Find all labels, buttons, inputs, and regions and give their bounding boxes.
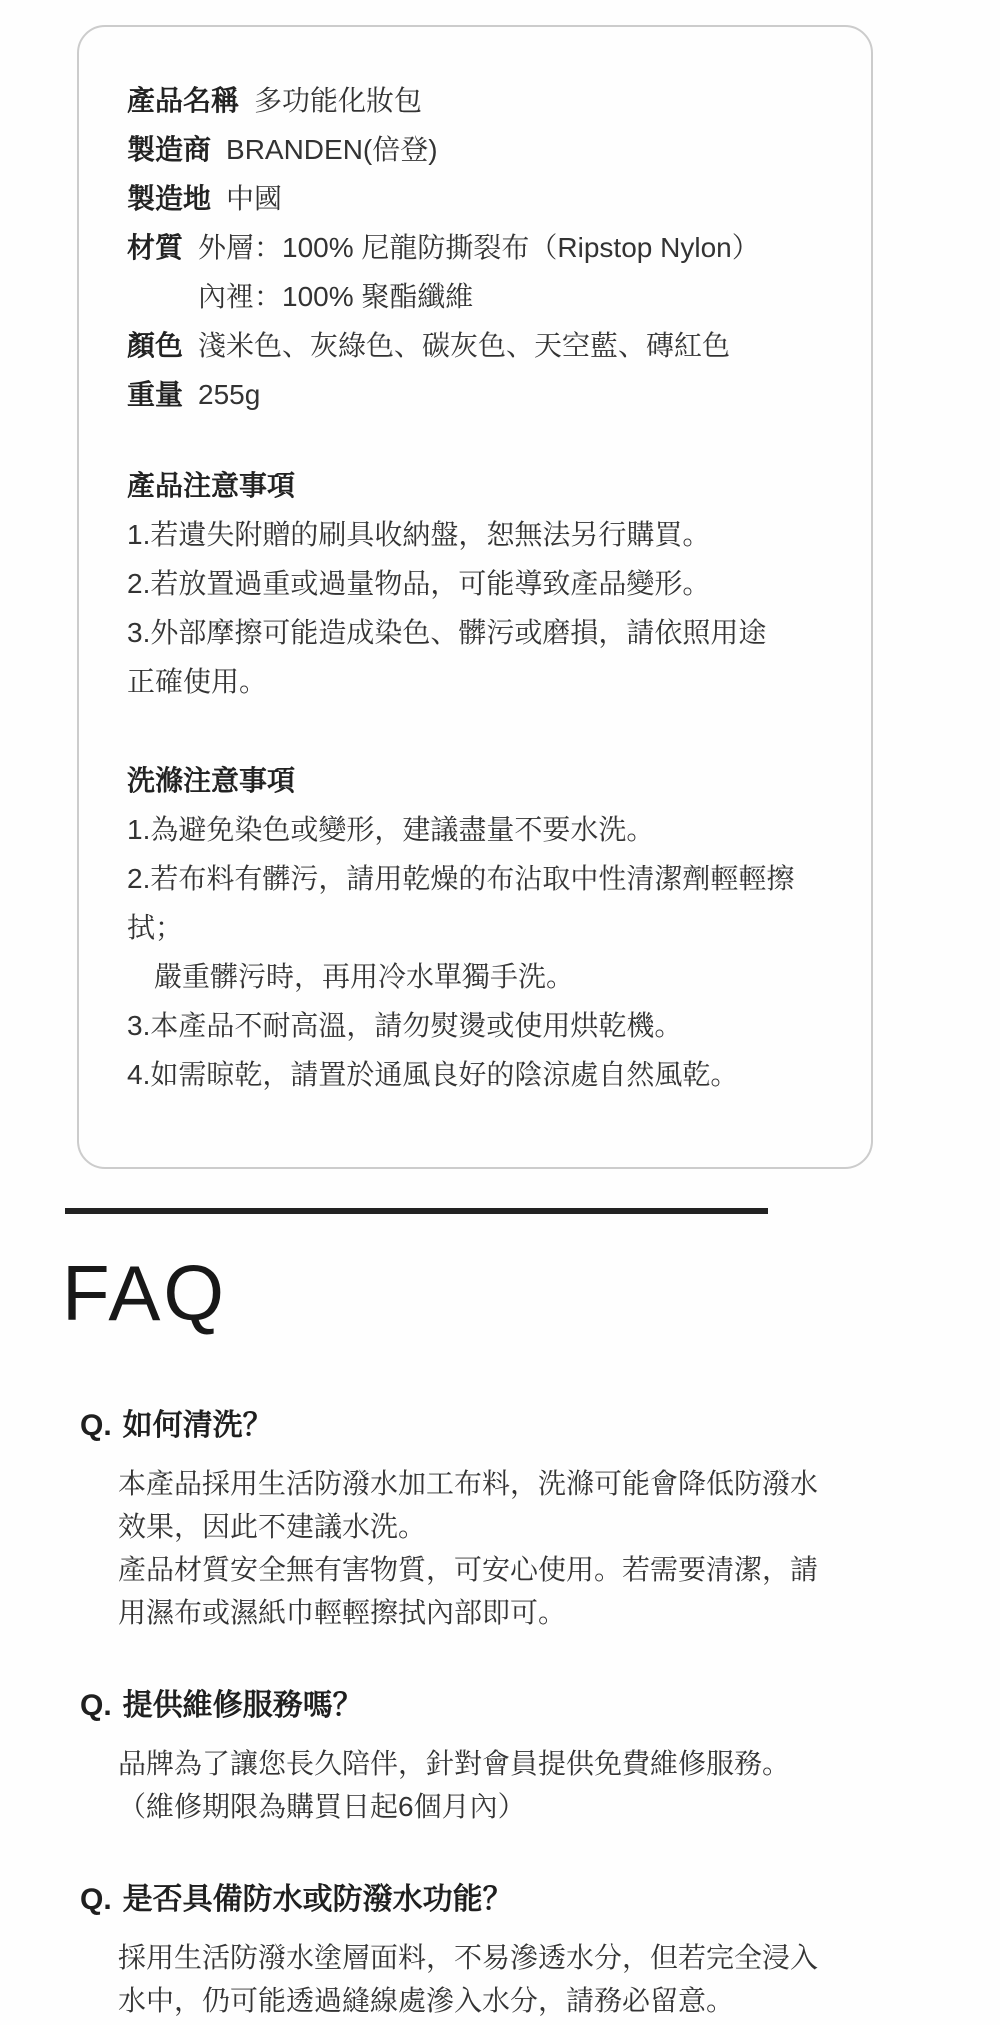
faq-question <box>80 1406 1000 1446</box>
spec-row-material <box>127 223 835 321</box>
faq-answer <box>118 1936 1000 2022</box>
faq-item-repair <box>80 1686 1000 1828</box>
washing-notes-heading: 洗滌注意事項 <box>127 765 296 796</box>
faq-answer <box>118 1462 1000 1634</box>
spec-label: 製造商 <box>127 134 212 165</box>
faq-question <box>80 1686 1000 1726</box>
product-spec-card <box>77 25 873 1169</box>
faq-title: FAQ <box>62 1249 228 1337</box>
material-outer-line: 外層：100% 尼龍防撕裂布（Ripstop Nylon） <box>198 232 760 263</box>
spec-label: 顏色 <box>127 330 184 361</box>
answer-line: 品牌為了讓您長久陪伴，針對會員提供免費維修服務。 <box>118 1748 791 1779</box>
answer-line: 採用生活防潑水塗層面料，不易滲透水分，但若完全浸入 <box>118 1942 819 1973</box>
faq-question <box>80 1880 1000 1920</box>
spec-label: 材質 <box>127 232 184 263</box>
answer-line: 用濕布或濕紙巾輕輕擦拭內部即可。 <box>118 1597 567 1628</box>
answer-line: 本產品採用生活防潑水加工布料，洗滌可能會降低防潑水 <box>118 1468 819 1499</box>
washing-note-4: 4.如需晾乾，請置於通風良好的陰涼處自然風乾。 <box>127 1059 739 1090</box>
answer-line: （維修期限為購買日起6個月內） <box>118 1791 526 1822</box>
answer-line: 效果，因此不建議水洗。 <box>118 1511 427 1542</box>
answer-line: 產品材質安全無有害物質，可安心使用。若需要清潔，請 <box>118 1554 819 1585</box>
question-prefix: Q. <box>80 1883 112 1916</box>
washing-note-2-continued: 嚴重髒污時，再用冷水單獨手洗。 <box>154 961 575 992</box>
answer-line: 水中，仍可能透過縫線處滲入水分，請務必留意。 <box>118 1985 735 2016</box>
product-notes-section <box>127 461 835 706</box>
spec-row-weight <box>127 370 835 419</box>
section-divider <box>65 1208 768 1214</box>
product-note-1: 1.若遺失附贈的刷具收納盤，恕無法另行購買。 <box>127 519 711 550</box>
spec-value: BRANDEN(倍登) <box>226 134 438 165</box>
spec-value: 淺米色、灰綠色、碳灰色、天空藍、磚紅色 <box>198 330 731 361</box>
question-text: 是否具備防水或防潑水功能？ <box>122 1883 513 1916</box>
spec-label: 製造地 <box>127 183 212 214</box>
spec-label: 產品名稱 <box>127 85 240 116</box>
washing-note-2: 2.若布料有髒污，請用乾燥的布沾取中性清潔劑輕輕擦拭； <box>127 863 795 943</box>
spec-value: 多功能化妝包 <box>254 85 423 116</box>
spec-value <box>198 223 760 321</box>
washing-notes-section <box>127 756 835 1099</box>
question-text: 提供維修服務嗎？ <box>122 1689 363 1722</box>
question-text: 如何清洗？ <box>122 1409 273 1442</box>
spec-row-manufacturer <box>127 125 835 174</box>
material-lining-line: 內裡：100% 聚酯纖維 <box>198 281 474 312</box>
spec-row-color <box>127 321 835 370</box>
spec-row-origin <box>127 174 835 223</box>
question-prefix: Q. <box>80 1409 112 1442</box>
spec-list <box>127 76 835 419</box>
question-prefix: Q. <box>80 1689 112 1722</box>
spec-value: 255g <box>198 379 261 410</box>
faq-item-waterproof <box>80 1880 1000 2022</box>
product-notes-heading: 產品注意事項 <box>127 470 296 501</box>
product-note-3-continued: 正確使用。 <box>127 666 268 697</box>
product-note-2: 2.若放置過重或過量物品，可能導致產品變形。 <box>127 568 711 599</box>
spec-row-product-name <box>127 76 835 125</box>
product-note-3: 3.外部摩擦可能造成染色、髒污或磨損，請依照用途 <box>127 617 767 648</box>
faq-answer <box>118 1742 1000 1828</box>
washing-note-3: 3.本產品不耐高溫，請勿熨燙或使用烘乾機。 <box>127 1010 683 1041</box>
washing-note-1: 1.為避免染色或變形，建議盡量不要水洗。 <box>127 814 655 845</box>
spec-value: 中國 <box>226 183 283 214</box>
faq-item-cleaning <box>80 1406 1000 1634</box>
spec-label: 重量 <box>127 379 184 410</box>
